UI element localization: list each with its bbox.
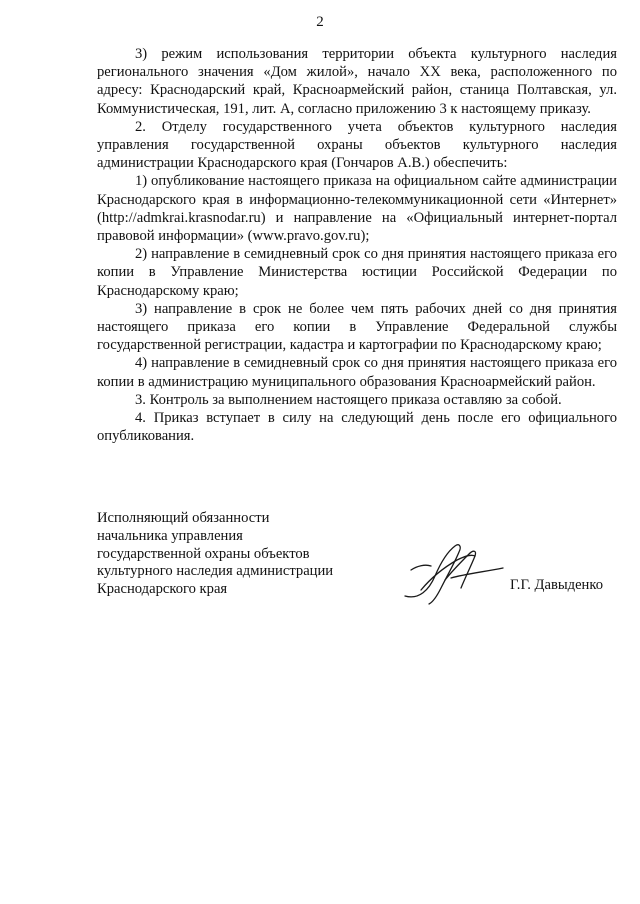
signature-block [97, 510, 627, 600]
paragraph-4-effect: 4. Приказ вступает в силу на следующий день после его официального опубликования. [97, 410, 617, 445]
paragraph-2-department: 2. Отделу государственного учета объектов культурного наследия управления государственной охраны объектов культурного наследия администрации Краснодарского края (Гончаров А.В.) обеспечить: [97, 118, 617, 172]
signer-position-line: культурного наследия администрации [97, 563, 334, 580]
signer-position-line: Краснодарского края [97, 581, 228, 598]
signer-position-line: начальника управления [97, 527, 243, 544]
handwritten-signature [399, 530, 509, 608]
document-body [97, 45, 617, 445]
paragraph-3-control: 3. Контроль за выполнением настоящего приказа оставляю за собой. [135, 391, 562, 408]
signer-name: Г.Г. Давыденко [510, 577, 604, 593]
paragraph-2-1-publication: 1) опубликование настоящего приказа на официальном сайте администрации Краснодарского края в информационно-телекоммуникационной сети «Интернет» (http://admkrai.krasnodar.ru) и направление на «Официальный интернет-портал правовой информации» (www.pravo.gov.ru); [97, 173, 617, 245]
signer-position-line: Исполняющий обязанности [97, 510, 270, 526]
page-number: 2 [316, 14, 324, 30]
signer-position-line: государственной охраны объектов [97, 545, 310, 562]
paragraph-1-3-regime: 3) режим использования территории объекта культурного наследия регионального значения «Дом жилой», начало XX века, расположенного по адресу: Краснодарский край, Красноармейский район, станица Полтавская, ул. Коммунистическая, 191, лит. А, согласно приложению 3 к настоящему приказу. [97, 46, 617, 117]
paragraph-2-3-registration-service: 3) направление в срок не более чем пять рабочих дней со дня принятия настоящего приказа его копии в Управление Федеральной службы государственной регистрации, кадастра и картографии по Краснодарскому краю; [97, 300, 617, 354]
paragraph-2-4-municipal: 4) направление в семидневный срок со дня принятия настоящего приказа его копии в администрацию муниципального образования Красноармейский район. [97, 355, 617, 390]
paragraph-2-2-ministry-justice: 2) направление в семидневный срок со дня принятия настоящего приказа его копии в Управление Министерства юстиции Российской Федерации по Краснодарскому краю; [97, 246, 617, 299]
signer-position [97, 510, 367, 599]
